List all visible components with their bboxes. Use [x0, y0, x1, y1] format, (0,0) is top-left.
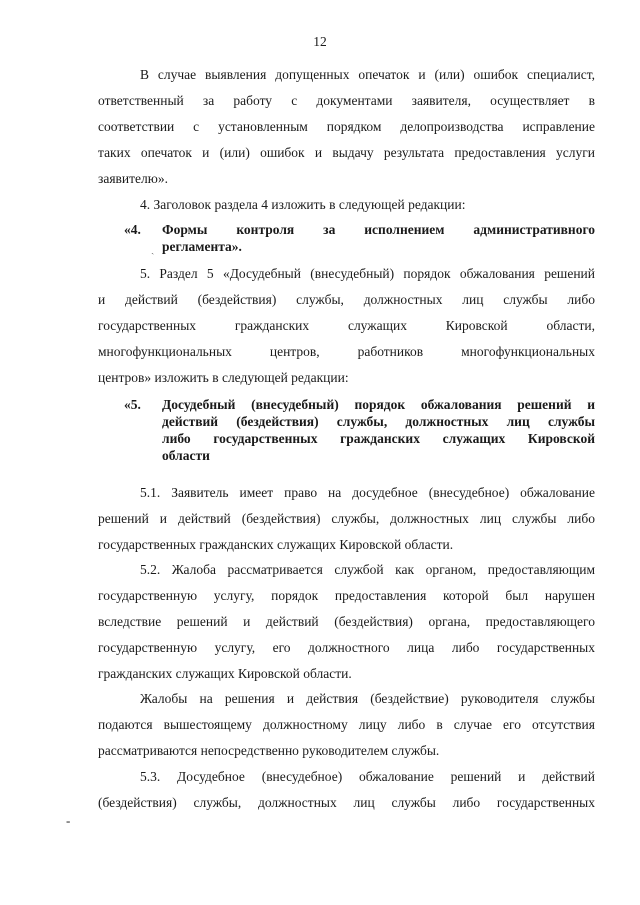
- text-line: 5. Раздел 5 «Досудебный (внесудебный) порядок обжалования решений: [140, 266, 595, 281]
- text-line: государственных гражданских служащих Кировской области,: [98, 318, 595, 333]
- text-line: и действий (бездействия) службы, должностных лиц службы либо: [98, 292, 595, 307]
- heading-text: [162, 221, 595, 255]
- text-line: регламента».: [162, 239, 242, 254]
- text-line: соответствии с установленным порядком делопроизводства исправление: [98, 119, 595, 134]
- scan-mark: ˎ: [151, 244, 155, 255]
- text-line: государственную услугу, порядок предоставления которой был нарушен: [98, 588, 595, 603]
- text-line: 5.3. Досудебное (внесудебное) обжалование решений и действий: [140, 769, 595, 784]
- text-line: подаются вышестоящему должностному лицу либо в случае его отсутствия: [98, 717, 595, 732]
- text-line: государственных гражданских служащих Кировской области.: [98, 537, 454, 552]
- paragraph-section4-instruction: 4. Заголовок раздела 4 изложить в следующей редакции:: [140, 197, 466, 212]
- text-line: В случае выявления допущенных опечаток и (или) ошибок специалист,: [140, 67, 595, 82]
- page-number: 12: [313, 34, 327, 49]
- heading-text: [162, 396, 595, 464]
- text-line: многофункциональных центров, работников многофункциональных: [98, 344, 595, 359]
- text-line: рассматриваются непосредственно руководителем службы.: [98, 743, 440, 758]
- heading-number: «5.: [124, 397, 141, 412]
- scan-mark: -: [66, 813, 71, 828]
- text-line: государственную услугу, его должностного лица либо государственных: [98, 640, 595, 655]
- text-line: 5.1. Заявитель имеет право на досудебное (внесудебное) обжалование: [140, 485, 595, 500]
- text-line: действий (бездействия) службы, должностных лиц службы: [162, 414, 595, 429]
- text-line: решений и действий (бездействия) службы, должностных лиц службы либо: [98, 511, 595, 526]
- text-line: таких опечаток и (или) ошибок и выдачу результата предоставления услуги: [98, 145, 595, 160]
- text-line: центров» изложить в следующей редакции:: [98, 370, 349, 385]
- text-line: Жалобы на решения и действия (бездействие) руководителя службы: [140, 691, 595, 706]
- text-line: области: [162, 448, 210, 463]
- text-line: (бездействия) службы, должностных лиц службы либо государственных: [98, 795, 595, 810]
- text-line: ответственный за работу с документами заявителя, осуществляет в: [98, 93, 595, 108]
- text-line: Формы контроля за исполнением административного: [162, 222, 595, 237]
- heading-number: «4.: [124, 222, 141, 237]
- text-line: гражданских служащих Кировской области.: [98, 666, 352, 681]
- text-line: 5.2. Жалоба рассматривается службой как органом, предоставляющим: [140, 562, 595, 577]
- text-line: либо государственных гражданских служащих Кировской: [162, 431, 595, 446]
- text-line: Досудебный (внесудебный) порядок обжалования решений и: [162, 397, 595, 412]
- text-line: вследствие решений и действий (бездействия) органа, предоставляющего: [98, 614, 595, 629]
- text-line: заявителю».: [98, 171, 168, 186]
